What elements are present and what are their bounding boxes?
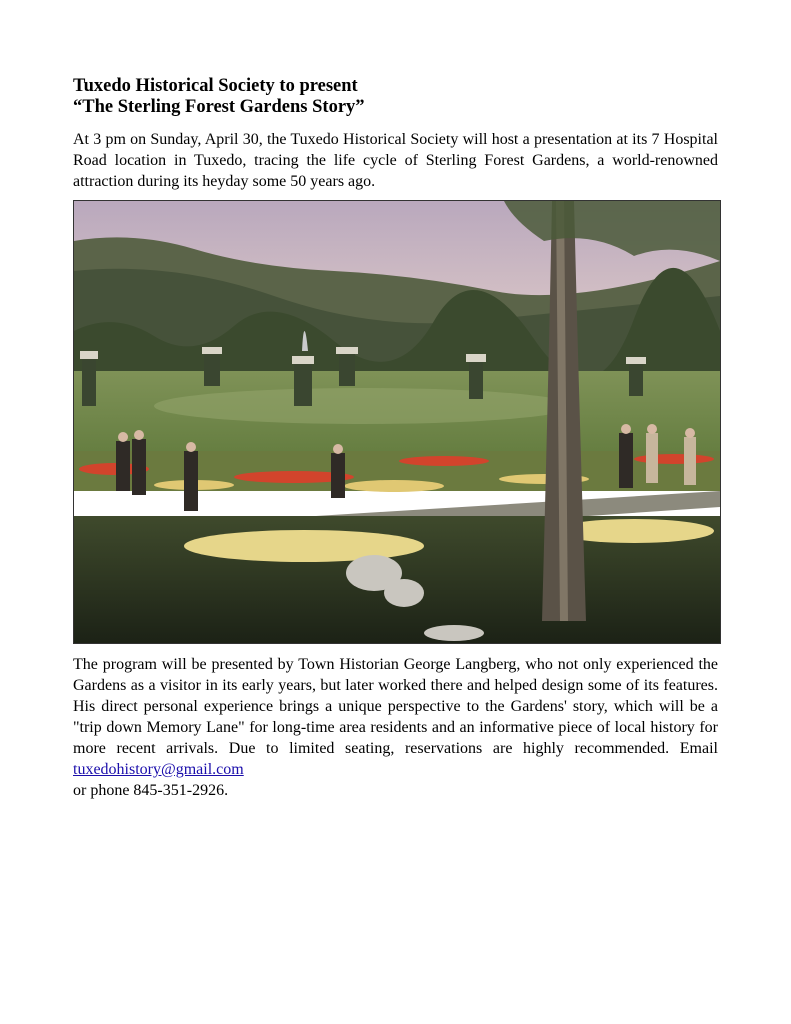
phone-text: or phone 845-351-2926. bbox=[73, 782, 229, 799]
intro-paragraph: At 3 pm on Sunday, April 30, the Tuxedo Historical Society will host a presentation at its 7 Hospital Road location in Tuxedo, tracing the life cycle of Sterling Forest Gardens, a world-renowned attraction during its heyday some 50 years ago. bbox=[73, 131, 718, 190]
body-paragraph bbox=[73, 654, 718, 801]
headline bbox=[73, 76, 718, 118]
headline-line-1: Tuxedo Historical Society to present bbox=[73, 76, 358, 96]
article bbox=[73, 76, 718, 801]
email-link[interactable]: tuxedohistory@gmail.com bbox=[73, 761, 244, 778]
body-text: The program will be presented by Town Historian George Langberg, who not only experienced the Gardens as a visitor in its early years, but later worked there and helped design some of its features. His direct personal experience brings a unique perspective to the Gardens' story, which will be a "trip down Memory Lane" for long-time area residents and an informative piece of local history for more recent arrivals. Due to limited seating, reservations are highly recommended. Email bbox=[73, 656, 718, 757]
gardens-photo bbox=[73, 200, 721, 644]
headline-line-2: “The Sterling Forest Gardens Story” bbox=[73, 97, 365, 117]
